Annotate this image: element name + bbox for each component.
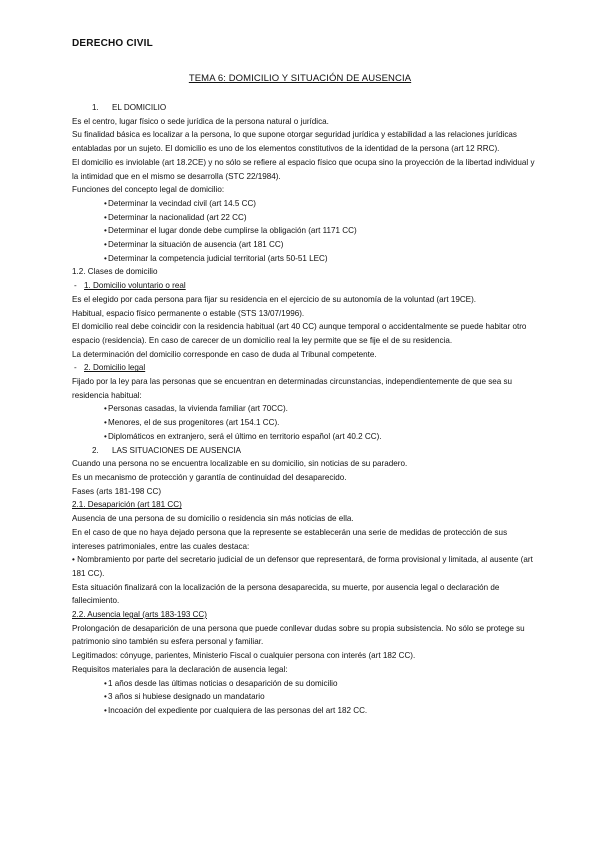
subsection-heading-ausencia-legal: 2.2. Ausencia legal (arts 183-193 CC) bbox=[72, 610, 207, 620]
list-item: • Incoación del expediente por cualquiera de las personas del art 182 CC. bbox=[104, 705, 368, 715]
legal-list bbox=[72, 402, 536, 443]
paragraph: Requisitos materiales para la declaración de ausencia legal: bbox=[72, 664, 288, 674]
list-item: • Diplomáticos en extranjero, será el último en territorio español (art 40.2 CC). bbox=[104, 431, 382, 441]
list-item: • Determinar la competencia judicial territorial (arts 50-51 LEC) bbox=[104, 253, 328, 263]
paragraph: Su finalidad básica es localizar a la persona, lo que supone otorgar seguridad jurídica y estabilidad a las relaciones jurídicas entabladas por un sujeto. El domicilio es uno de los elementos constitutivos de la identidad de la persona (art 12 RRC). bbox=[72, 130, 517, 154]
subsection-heading-legal: - 2. Domicilio legal bbox=[74, 363, 146, 373]
paragraph: Cuando una persona no se encuentra localizable en su domicilio, sin noticias de su paradero. bbox=[72, 459, 408, 469]
list-item: • Determinar la situación de ausencia (art 181 CC) bbox=[104, 240, 284, 250]
paragraph: Es un mecanismo de protección y garantía de continuidad del desaparecido. bbox=[72, 472, 347, 482]
section-number: 1. bbox=[92, 103, 99, 112]
list-item: • Determinar la nacionalidad (art 22 CC) bbox=[104, 212, 247, 222]
paragraph: Legitimados: cónyuge, parientes, Ministerio Fiscal o cualquier persona con interés (art 182 CC). bbox=[72, 651, 416, 661]
document-title: TEMA 6: DOMICILIO Y SITUACIÓN DE AUSENCIA bbox=[188, 73, 412, 84]
section-number: 2. bbox=[92, 445, 99, 455]
section-title: LAS SITUACIONES DE AUSENCIA bbox=[112, 445, 242, 455]
list-item: • Menores, el de sus progenitores (art 154.1 CC). bbox=[104, 418, 280, 428]
paragraph: Prolongación de desaparición de una persona que puede conllevar dudas sobre su propia subsistencia. No sólo se protege su patrimonio sino también su esfera personal y familiar. bbox=[72, 623, 525, 647]
paragraph: La determinación del domicilio corresponde en caso de duda al Tribunal competente. bbox=[72, 349, 377, 359]
list-item: • 1 años desde las últimas noticias o desaparición de su domicilio bbox=[104, 678, 338, 688]
list-item: • Personas casadas, la vivienda familiar (art 70CC). bbox=[104, 404, 288, 414]
requisitos-list bbox=[72, 677, 536, 718]
paragraph: El domicilio es inviolable (art 18.2CE) y no sólo se refiere al espacio físico que ocupa sino la proyección de la libertad individual y la intimidad que en el mismo se desarrolla (STC 22/1984). bbox=[72, 157, 535, 181]
paragraph: Ausencia de una persona de su domicilio o residencia sin más noticias de ella. bbox=[72, 514, 354, 524]
paragraph: Es el centro, lugar físico o sede jurídica de la persona natural o jurídica. bbox=[72, 116, 329, 126]
paragraph: • Nombramiento por parte del secretario judicial de un defensor que representará, de forma provisional y limitada, al ausente (art 181 CC). bbox=[72, 555, 533, 578]
paragraph: En el caso de que no haya dejado persona que la represente se establecerán una serie de medidas de protección de sus intereses patrimoniales, entre las cuales destaca: bbox=[72, 527, 508, 551]
subsection-heading-voluntario: - 1. Domicilio voluntario o real bbox=[74, 281, 186, 291]
document-header: DERECHO CIVIL bbox=[72, 38, 153, 49]
section-heading-ausencia bbox=[72, 444, 536, 458]
list-item: • Determinar la vecindad civil (art 14.5 CC) bbox=[104, 198, 256, 208]
paragraph: Fases (arts 181-198 CC) bbox=[72, 486, 162, 496]
list-item: • 3 años si hubiese designado un mandatario bbox=[104, 692, 265, 702]
list-item: • Determinar el lugar donde debe cumplirse la obligación (art 1171 CC) bbox=[104, 226, 357, 236]
paragraph: Esta situación finalizará con la localización de la persona desaparecida, su muerte, por ausencia legal o declaración de fallecimiento. bbox=[72, 582, 500, 606]
document-body bbox=[72, 101, 536, 718]
paragraph: Funciones del concepto legal de domicilio: bbox=[72, 185, 225, 195]
paragraph: El domicilio real debe coincidir con la residencia habitual (art 40 CC) aunque temporal o accidentalmente se puede habitar otro espacio (residencia). En caso de carecer de un domicilio real la ley permite que se fije el de su residencia. bbox=[72, 322, 527, 345]
subsection-heading-desaparicion: 2.1. Desaparición (art 181 CC) bbox=[72, 500, 182, 510]
subsection-heading-clases: 1.2. Clases de domicilio bbox=[72, 267, 158, 277]
section-heading-domicilio bbox=[72, 101, 536, 115]
section-title: EL DOMICILIO bbox=[112, 103, 167, 112]
functions-list bbox=[72, 197, 536, 266]
paragraph: Es el elegido por cada persona para fijar su residencia en el ejercicio de su autonomía de la voluntad (art 19CE). bbox=[72, 294, 477, 304]
paragraph: Fijado por la ley para las personas que se encuentran en determinadas circunstancias, independientemente de que sea su residencia habitual: bbox=[72, 377, 513, 400]
paragraph: Habitual, espacio físico permanente o estable (STS 13/07/1996). bbox=[72, 308, 305, 318]
